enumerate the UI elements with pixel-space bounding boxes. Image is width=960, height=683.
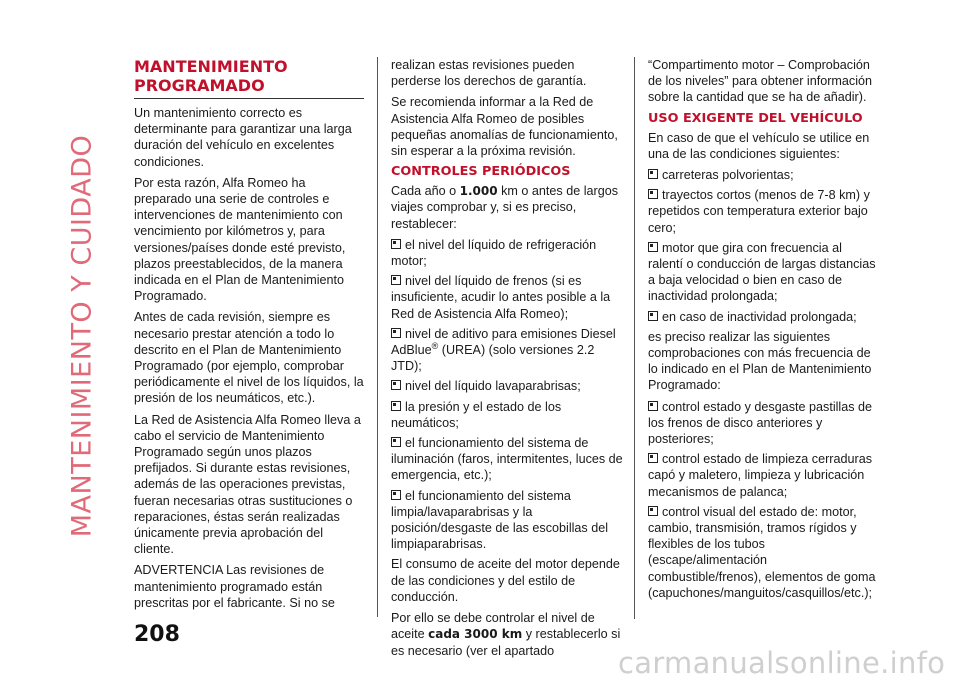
list-item-text: motor que gira con frecuencia al ralentí o conducción de largas distancias a baja velocidad o bien en caso de inactividad prolongada; bbox=[648, 240, 876, 304]
text-run: km o antes de largos viajes comprobar y, si es preciso, restablecer: bbox=[391, 184, 618, 231]
list-item-text: carreteras polvorientas; bbox=[662, 168, 794, 183]
list-item bbox=[648, 451, 880, 500]
list-item-text: trayectos cortos (menos de 7-8 km) y repetidos con temperatura exterior bajo cero; bbox=[648, 188, 870, 235]
list-item bbox=[391, 399, 623, 431]
checkbox-bullet-icon bbox=[648, 311, 658, 321]
bold-value: 1.000 bbox=[459, 184, 498, 199]
list-item bbox=[391, 378, 623, 394]
title-divider bbox=[134, 98, 364, 99]
list-item bbox=[391, 237, 623, 269]
page-number: 208 bbox=[134, 622, 180, 647]
paragraph: realizan estas revisiones pueden perderse los derechos de garantía. bbox=[391, 58, 587, 89]
text-run: y restablecerlo si es necesario (ver el apartado bbox=[391, 627, 621, 658]
list-item-text: control visual del estado de: motor, cambio, transmisión, tramos rígidos y flexibles de los tubos (escape/alimentación combustible/frenos), elementos de goma (capuchones/manguitos/casquillos/etc.); bbox=[648, 504, 876, 600]
list-item-text: en caso de inactividad prolongada; bbox=[662, 309, 857, 324]
checkbox-bullet-icon bbox=[648, 169, 658, 179]
checkbox-bullet-icon bbox=[391, 437, 401, 447]
checkbox-bullet-icon bbox=[648, 401, 658, 411]
paragraph: “Compartimento motor – Comprobación de los niveles” para obtener información sobre la cantidad que se ha de añadir). bbox=[648, 58, 873, 105]
paragraph: Se recomienda informar a la Red de Asistencia Alfa Romeo de posibles pequeñas anomalías de funcionamiento, sin esperar a la próxima revisión. bbox=[391, 95, 618, 159]
paragraph: es preciso realizar las siguientes comprobaciones con más frecuencia de lo indicado en el Plan de Mantenimiento Programado: bbox=[648, 329, 872, 393]
column-2 bbox=[391, 57, 623, 664]
paragraph: Por esta razón, Alfa Romeo ha preparado una serie de controles e intervenciones de mantenimiento con vencimiento por kilómetros y, para versiones/países donde esté previsto, plazos preestablecidos, de la manera indicada en el Plan de Mantenimiento Programado. bbox=[134, 175, 346, 304]
section-heading: CONTROLES PERIÓDICOS bbox=[391, 164, 571, 180]
paragraph: La Red de Asistencia Alfa Romeo lleva a cabo el servicio de Mantenimiento Programado según unos plazos prefijados. Si durante estas revisiones, además de las operaciones previstas, fueran necesarias otras sustituciones o reparaciones, éstas serán realizadas únicamente previa aprobación del cliente. bbox=[134, 412, 361, 557]
checkbox-bullet-icon bbox=[391, 328, 401, 338]
list-item bbox=[648, 309, 880, 325]
list-item bbox=[648, 187, 880, 236]
text-run: Cada año o bbox=[391, 184, 460, 199]
paragraph: Un mantenimiento correcto es determinante para garantizar una larga duración del vehículo en excelentes condiciones. bbox=[134, 106, 352, 169]
list-item bbox=[648, 167, 880, 183]
column-1 bbox=[134, 57, 364, 616]
checkbox-bullet-icon bbox=[391, 490, 401, 500]
section-side-label: MANTENIMIENTO Y CUIDADO bbox=[66, 134, 98, 538]
page-title bbox=[134, 57, 364, 95]
checkbox-bullet-icon bbox=[648, 189, 658, 199]
list-item-text: la presión y el estado de los neumáticos; bbox=[391, 399, 562, 430]
section-heading: USO EXIGENTE DEL VEHÍCULO bbox=[648, 110, 863, 126]
registered-mark: ® bbox=[431, 340, 439, 351]
checkbox-bullet-icon bbox=[648, 453, 658, 463]
list-item-text: el funcionamiento del sistema de iluminación (faros, intermitentes, luces de emergencia, etc.); bbox=[391, 436, 623, 483]
title-line-2: PROGRAMADO bbox=[134, 76, 265, 95]
list-item-text: nivel del líquido de frenos (si es insuficiente, acudir lo antes posible a la Red de Asistencia Alfa Romeo); bbox=[391, 274, 611, 321]
list-item bbox=[648, 240, 880, 305]
checkbox-bullet-icon bbox=[391, 401, 401, 411]
column-divider bbox=[634, 57, 635, 619]
column-3 bbox=[648, 57, 880, 605]
checkbox-bullet-icon bbox=[391, 380, 401, 390]
list-item-text: el funcionamiento del sistema limpia/lavaparabrisas y la posición/desgaste de las escobillas del limpiaparabrisas. bbox=[391, 488, 609, 552]
list-item bbox=[391, 488, 623, 553]
watermark: carmanualsonline.info bbox=[618, 646, 946, 680]
paragraph: ADVERTENCIA Las revisiones de mantenimiento programado están prescritas por el fabricante. Si no se bbox=[134, 563, 335, 610]
list-item bbox=[391, 326, 623, 375]
list-item bbox=[391, 435, 623, 484]
bold-value: cada 3000 km bbox=[428, 627, 523, 642]
title-line-1: MANTENIMIENTO bbox=[134, 57, 288, 76]
list-item-text: nivel del líquido lavaparabrisas; bbox=[405, 379, 581, 394]
list-item-text: el nivel del líquido de refrigeración motor; bbox=[391, 237, 597, 269]
paragraph bbox=[391, 183, 623, 232]
list-item-text: (UREA) (solo versiones 2.2 JTD); bbox=[391, 343, 595, 374]
list-item-text: nivel de aditivo para emisiones Diesel AdBlue bbox=[391, 326, 616, 358]
column-divider bbox=[377, 57, 378, 617]
text-run: Por ello se debe controlar el nivel de aceite bbox=[391, 611, 595, 642]
list-item-text: control estado de limpieza cerraduras capó y maletero, limpieza y lubricación mecanismos de palanca; bbox=[648, 452, 873, 499]
checkbox-bullet-icon bbox=[391, 239, 401, 249]
list-item bbox=[648, 504, 880, 601]
list-item-text: control estado y desgaste pastillas de los frenos de disco anteriores y posteriores; bbox=[648, 399, 873, 447]
paragraph: El consumo de aceite del motor depende de las condiciones y del estilo de conducción. bbox=[391, 557, 620, 604]
checkbox-bullet-icon bbox=[391, 275, 401, 285]
paragraph: En caso de que el vehículo se utilice en una de las condiciones siguientes: bbox=[648, 130, 870, 161]
list-item bbox=[648, 399, 880, 448]
checkbox-bullet-icon bbox=[648, 506, 658, 516]
paragraph: Antes de cada revisión, siempre es necesario prestar atención a todo lo descrito en el Plan de Mantenimiento Programado (por ejemplo, comprobar periódicamente el nivel de los líquidos, la presión de los neumáticos, etc.). bbox=[134, 310, 364, 406]
checkbox-bullet-icon bbox=[648, 242, 658, 252]
paragraph bbox=[391, 610, 623, 659]
list-item bbox=[391, 273, 623, 322]
